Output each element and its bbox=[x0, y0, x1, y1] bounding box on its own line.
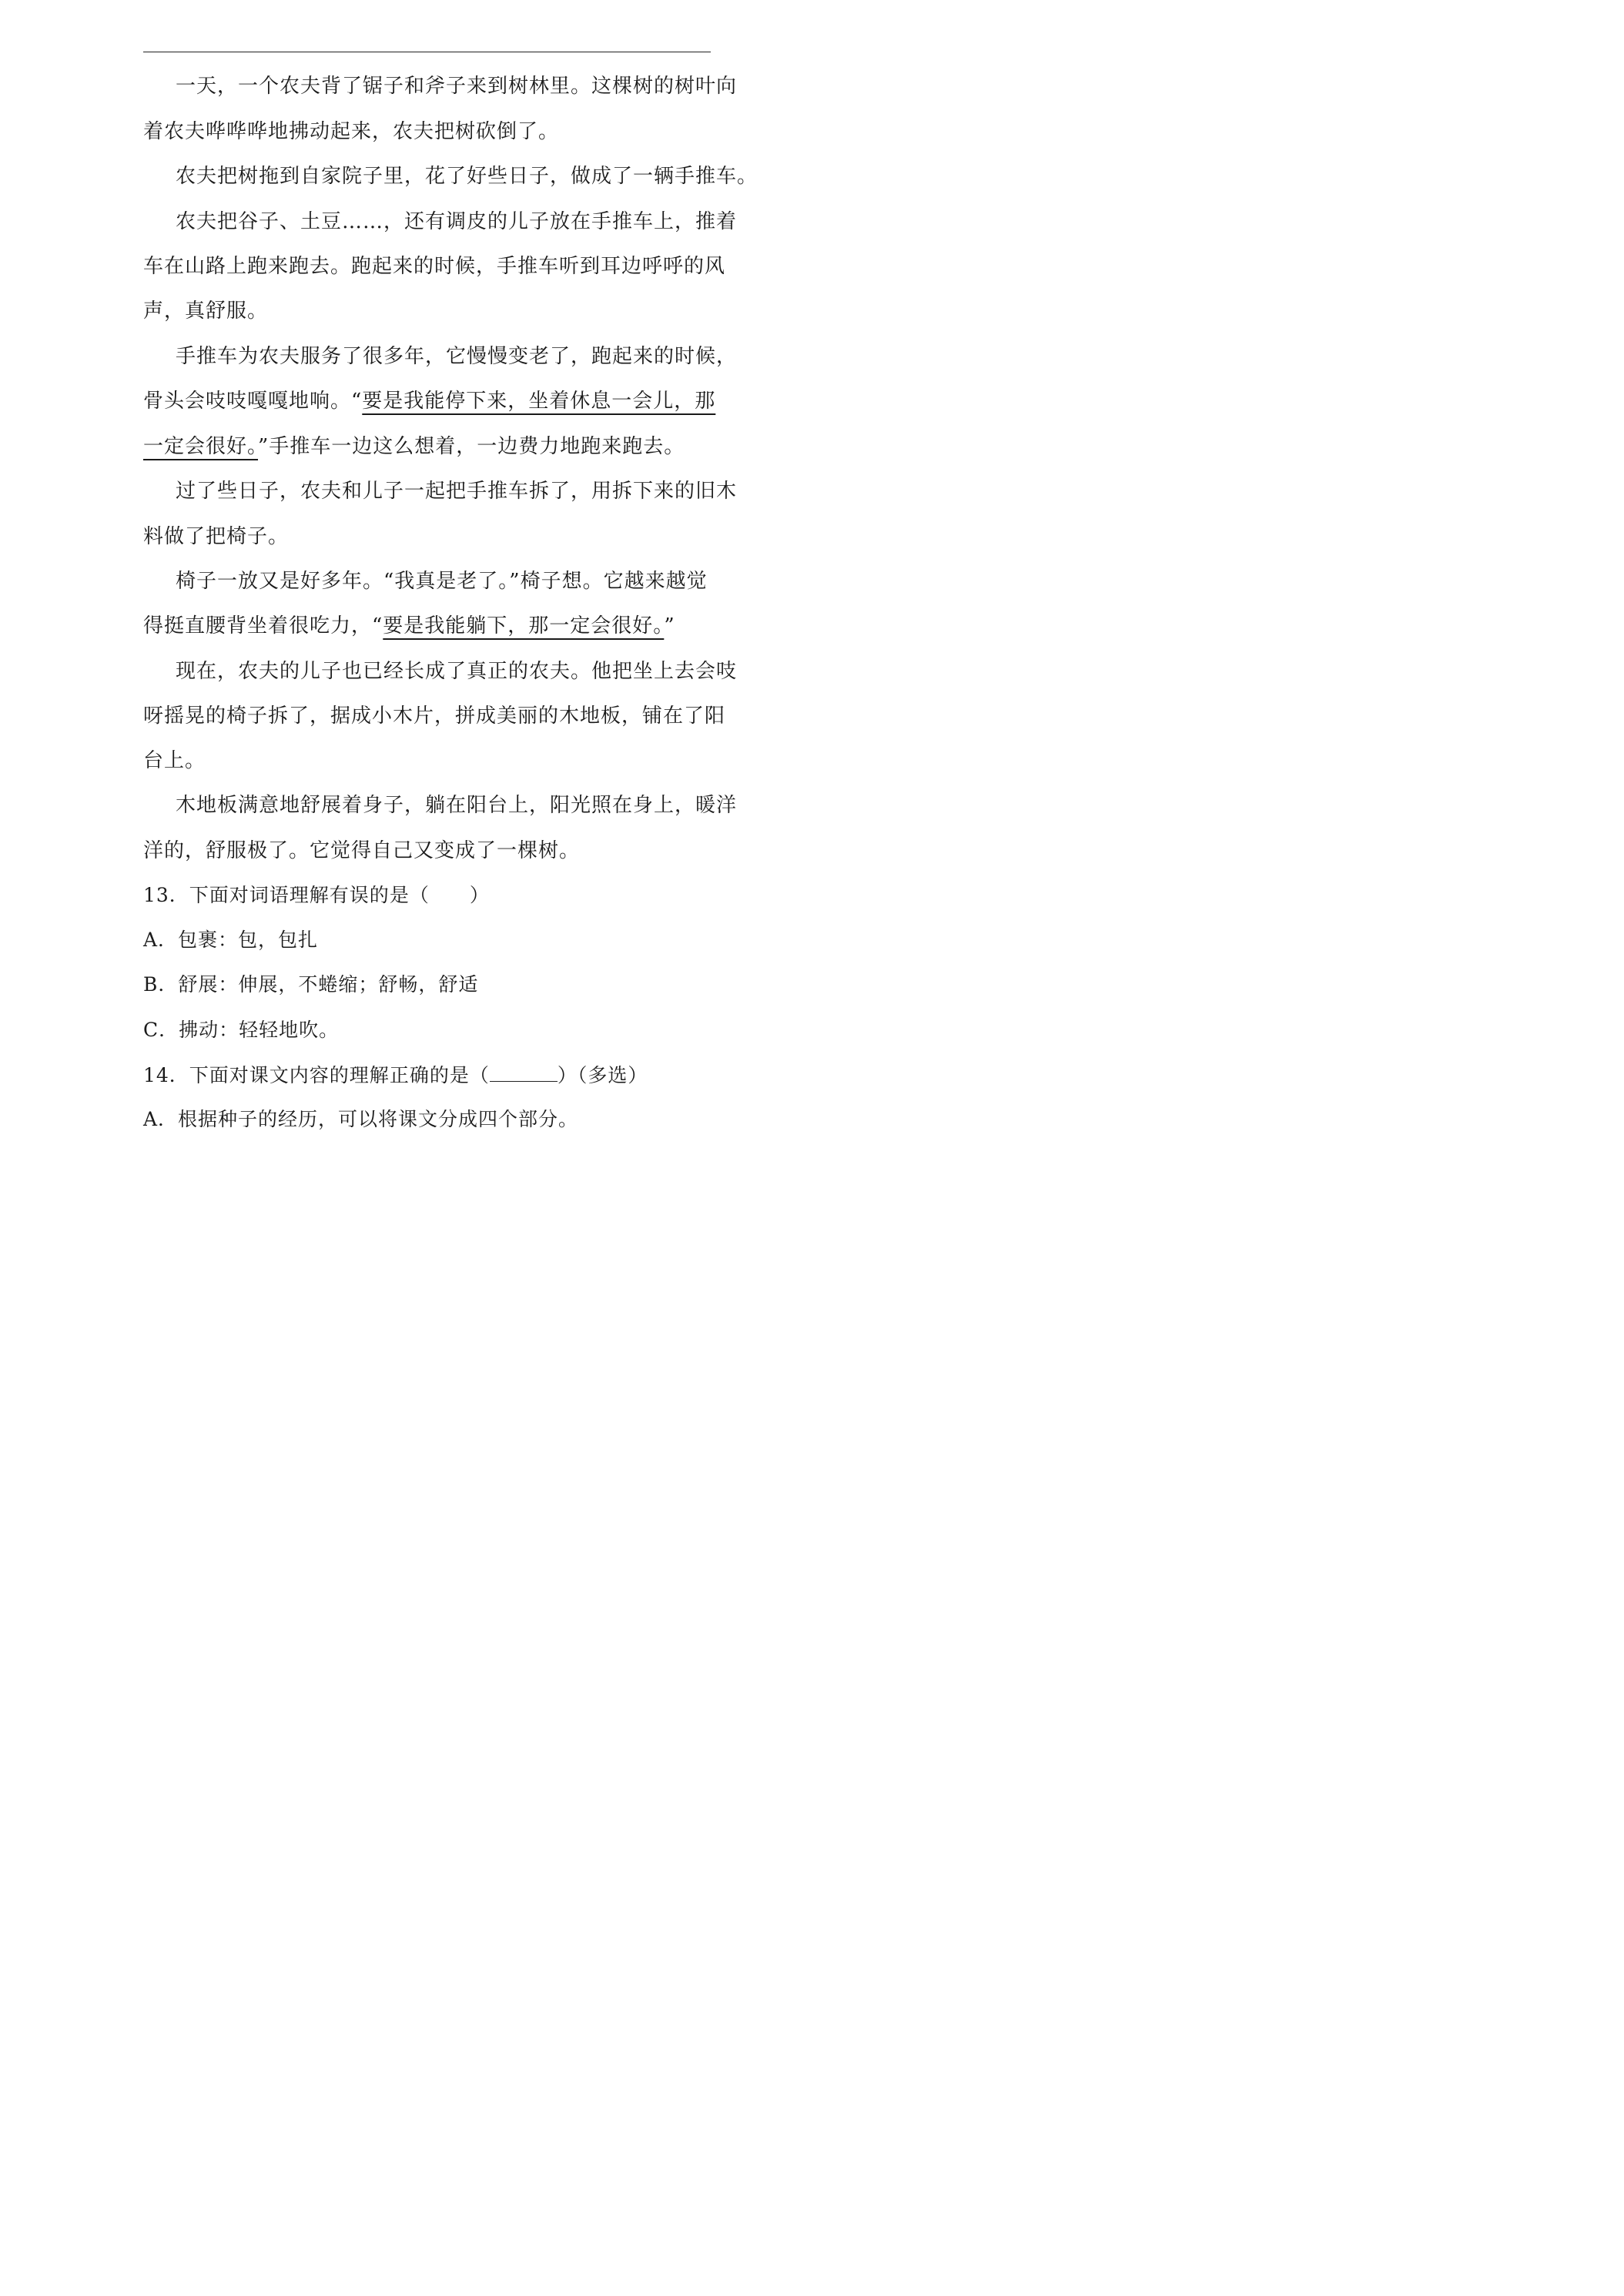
question-14-option-a[interactable]: A．根据种子的经历，可以将课文分成四个部分。 bbox=[143, 1108, 579, 1130]
passage-line: 农夫把谷子、土豆……，还有调皮的儿子放在手推车上，推着 bbox=[176, 210, 738, 233]
passage-line: 椅子一放又是好多年。“我真是老了。”椅子想。它越来越觉 bbox=[176, 570, 708, 593]
question-14-stem bbox=[143, 1061, 648, 1089]
passage-line: 农夫把树拖到自家院子里，花了好些日子，做成了一辆手推车。 bbox=[176, 165, 758, 188]
passage-line: 声，真舒服。 bbox=[143, 300, 269, 323]
answer-blank[interactable] bbox=[490, 1061, 558, 1082]
underlined-sentence: 要是我能停下来，坐着休息一会儿，那 bbox=[362, 390, 716, 413]
passage-line: 手推车为农夫服务了很多年，它慢慢变老了，跑起来的时候， bbox=[176, 345, 738, 368]
passage-line: 现在，农夫的儿子也已经长成了真正的农夫。他把坐上去会吱 bbox=[176, 660, 738, 683]
question-13-option-b[interactable]: B．舒展：伸展，不蜷缩；舒畅，舒适 bbox=[143, 973, 479, 996]
passage-line: 台上。 bbox=[143, 749, 206, 772]
underlined-sentence: 一定会很好。 bbox=[143, 435, 259, 458]
passage-line: 料做了把椅子。 bbox=[143, 525, 290, 548]
underlined-sentence: 要是我能躺下，那一定会很好。 bbox=[383, 614, 665, 638]
passage-line: 洋的，舒服极了。它觉得自己又变成了一棵树。 bbox=[143, 839, 581, 862]
question-13-stem: 13．下面对词语理解有误的是（ ） bbox=[143, 884, 490, 906]
question-14-stem-suffix: ）（多选） bbox=[557, 1064, 648, 1086]
passage-line: 呀摇晃的椅子拆了，据成小木片，拼成美丽的木地板，铺在了阳 bbox=[143, 705, 726, 728]
passage-line: 着农夫哗哗哗地拂动起来，农夫把树砍倒了。 bbox=[143, 120, 560, 143]
passage-line: 车在山路上跑来跑去。跑起来的时候，手推车听到耳边呼呼的风 bbox=[143, 255, 726, 278]
passage-text: ” bbox=[664, 614, 675, 638]
passage-text: 骨头会吱吱嘎嘎地响。“ bbox=[143, 390, 363, 413]
passage-line bbox=[143, 612, 675, 640]
passage-line: 木地板满意地舒展着身子，躺在阳台上，阳光照在身上，暖洋 bbox=[176, 794, 738, 817]
passage-line bbox=[143, 387, 715, 415]
passage-line: 一天，一个农夫背了锯子和斧子来到树林里。这棵树的树叶向 bbox=[176, 75, 738, 98]
passage-line: 过了些日子，农夫和儿子一起把手推车拆了，用拆下来的旧木 bbox=[176, 480, 738, 503]
question-13-option-c[interactable]: C．拂动：轻轻地吹。 bbox=[143, 1019, 340, 1041]
question-14-stem-text: 14．下面对课文内容的理解正确的是（ bbox=[143, 1064, 490, 1086]
question-13-option-a[interactable]: A．包裹：包，包扎 bbox=[143, 929, 319, 951]
passage-text: ”手推车一边这么想着，一边费力地跑来跑去。 bbox=[258, 435, 685, 458]
passage-line bbox=[143, 433, 685, 460]
passage-text: 得挺直腰背坐着很吃力，“ bbox=[143, 614, 383, 638]
